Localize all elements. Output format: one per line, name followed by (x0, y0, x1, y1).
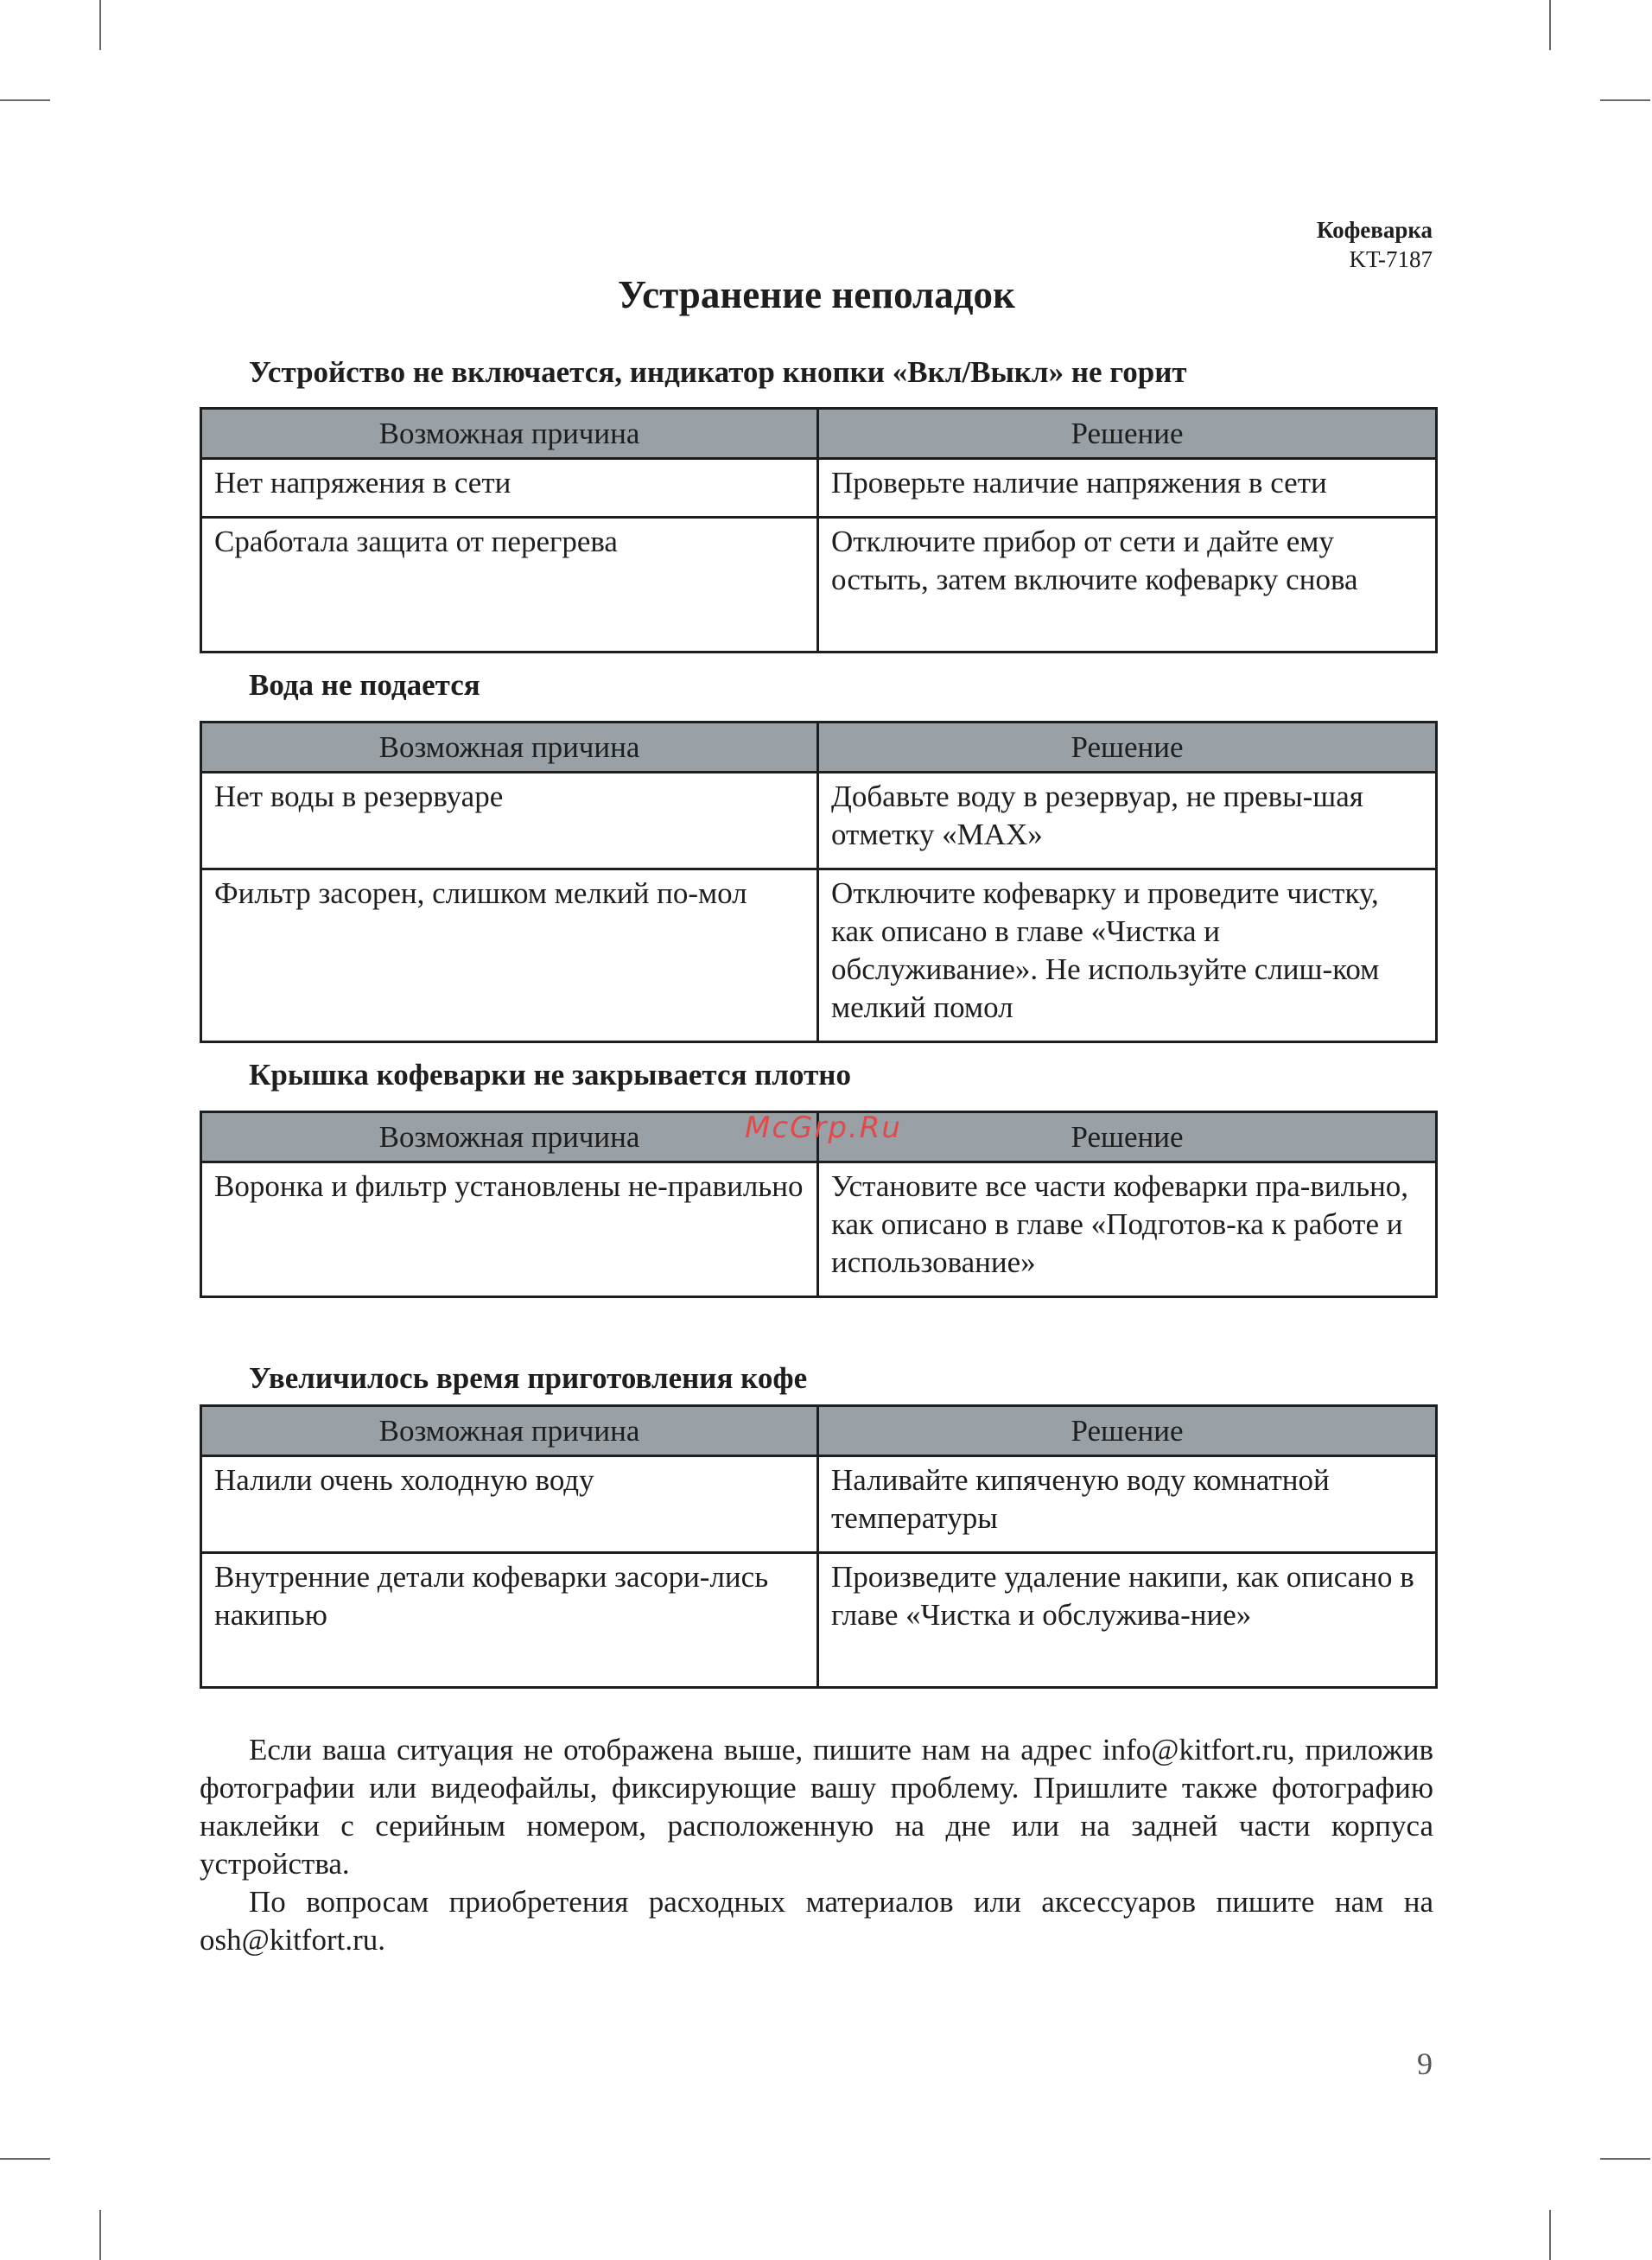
section-title: Устройство не включается, индикатор кнопки «Вкл/Выкл» не горит (249, 355, 1187, 389)
crop-mark (1549, 0, 1551, 50)
crop-mark (1600, 2158, 1650, 2160)
table-header-row (201, 723, 1437, 773)
crop-mark (99, 0, 101, 50)
header-product: Кофеварка (1316, 217, 1433, 243)
section-title: Вода не подается (249, 668, 480, 702)
cause-cell: Нет напряжения в сети (201, 459, 818, 518)
page-title: Устранение неполадок (618, 273, 1015, 316)
page-number: 9 (1417, 2047, 1433, 2081)
solution-cell: Произведите удаление накипи, как описано в главе «Чистка и обслужива-ние» (818, 1553, 1437, 1688)
section-title: Увеличилось время приготовления кофе (249, 1361, 808, 1395)
table-header-row (201, 1406, 1437, 1456)
solution-cell: Проверьте наличие напряжения в сети (818, 459, 1437, 518)
crop-mark (99, 2210, 101, 2260)
cause-cell: Воронка и фильтр установлены не-правильно (201, 1162, 818, 1297)
crop-mark (1549, 2210, 1551, 2260)
header-cause: Возможная причина (201, 1406, 818, 1456)
header-cause: Возможная причина (201, 409, 818, 459)
header-model: KT-7187 (1349, 246, 1433, 272)
table-row (201, 1553, 1437, 1688)
solution-cell: Установите все части кофеварки пра-вильно, как описано в главе «Подготов-ка к работе и использование» (818, 1162, 1437, 1297)
cause-cell: Фильтр засорен, слишком мелкий по-мол (201, 869, 818, 1042)
header-solution: Решение (818, 723, 1437, 773)
cause-cell: Сработала защита от перегрева (201, 518, 818, 653)
header-solution: Решение (818, 1406, 1437, 1456)
crop-mark (1600, 99, 1650, 101)
table-row (201, 1162, 1437, 1297)
troubleshooting-table (200, 721, 1438, 1043)
cause-cell: Внутренние детали кофеварки засори-лись накипью (201, 1553, 818, 1688)
troubleshooting-table (200, 407, 1438, 653)
troubleshooting-table (200, 1404, 1438, 1689)
solution-cell: Наливайте кипяченую воду комнатной температуры (818, 1456, 1437, 1553)
table-header-row (201, 409, 1437, 459)
section-title: Крышка кофеварки не закрывается плотно (249, 1058, 851, 1092)
solution-cell: Отключите прибор от сети и дайте ему остыть, затем включите кофеварку снова (818, 518, 1437, 653)
solution-cell: Добавьте воду в резервуар, не превы-шая отметку «MAX» (818, 773, 1437, 869)
header-solution: Решение (818, 1112, 1437, 1162)
table-row (201, 773, 1437, 869)
table-row (201, 869, 1437, 1042)
crop-mark (0, 99, 50, 101)
cause-cell: Нет воды в резервуаре (201, 773, 818, 869)
header-cause: Возможная причина (201, 723, 818, 773)
crop-mark (0, 2158, 50, 2160)
cause-cell: Налили очень холодную воду (201, 1456, 818, 1553)
solution-cell: Отключите кофеварку и проведите чистку, как описано в главе «Чистка и обслуживание». Не используйте слиш-ком мелкий помол (818, 869, 1437, 1042)
table-row (201, 518, 1437, 653)
table-row (201, 459, 1437, 518)
watermark: McGrp.Ru (745, 1111, 902, 1145)
contact-paragraph: Если ваша ситуация не отображена выше, пишите нам на адрес info@kitfort.ru, приложив фотографии или видеофайлы, фиксирующие вашу проблему. Пришлите также фотографию наклейки с серийным номером, расположенную на дне или на задней части корпуса устройства. (200, 1733, 1433, 1881)
header-cause: Возможная причина (201, 1112, 818, 1162)
accessories-paragraph: По вопросам приобретения расходных материалов или аксессуаров пишите нам на osh@kitfort.ru. (200, 1885, 1433, 1957)
header-solution: Решение (818, 409, 1437, 459)
table-row (201, 1456, 1437, 1553)
